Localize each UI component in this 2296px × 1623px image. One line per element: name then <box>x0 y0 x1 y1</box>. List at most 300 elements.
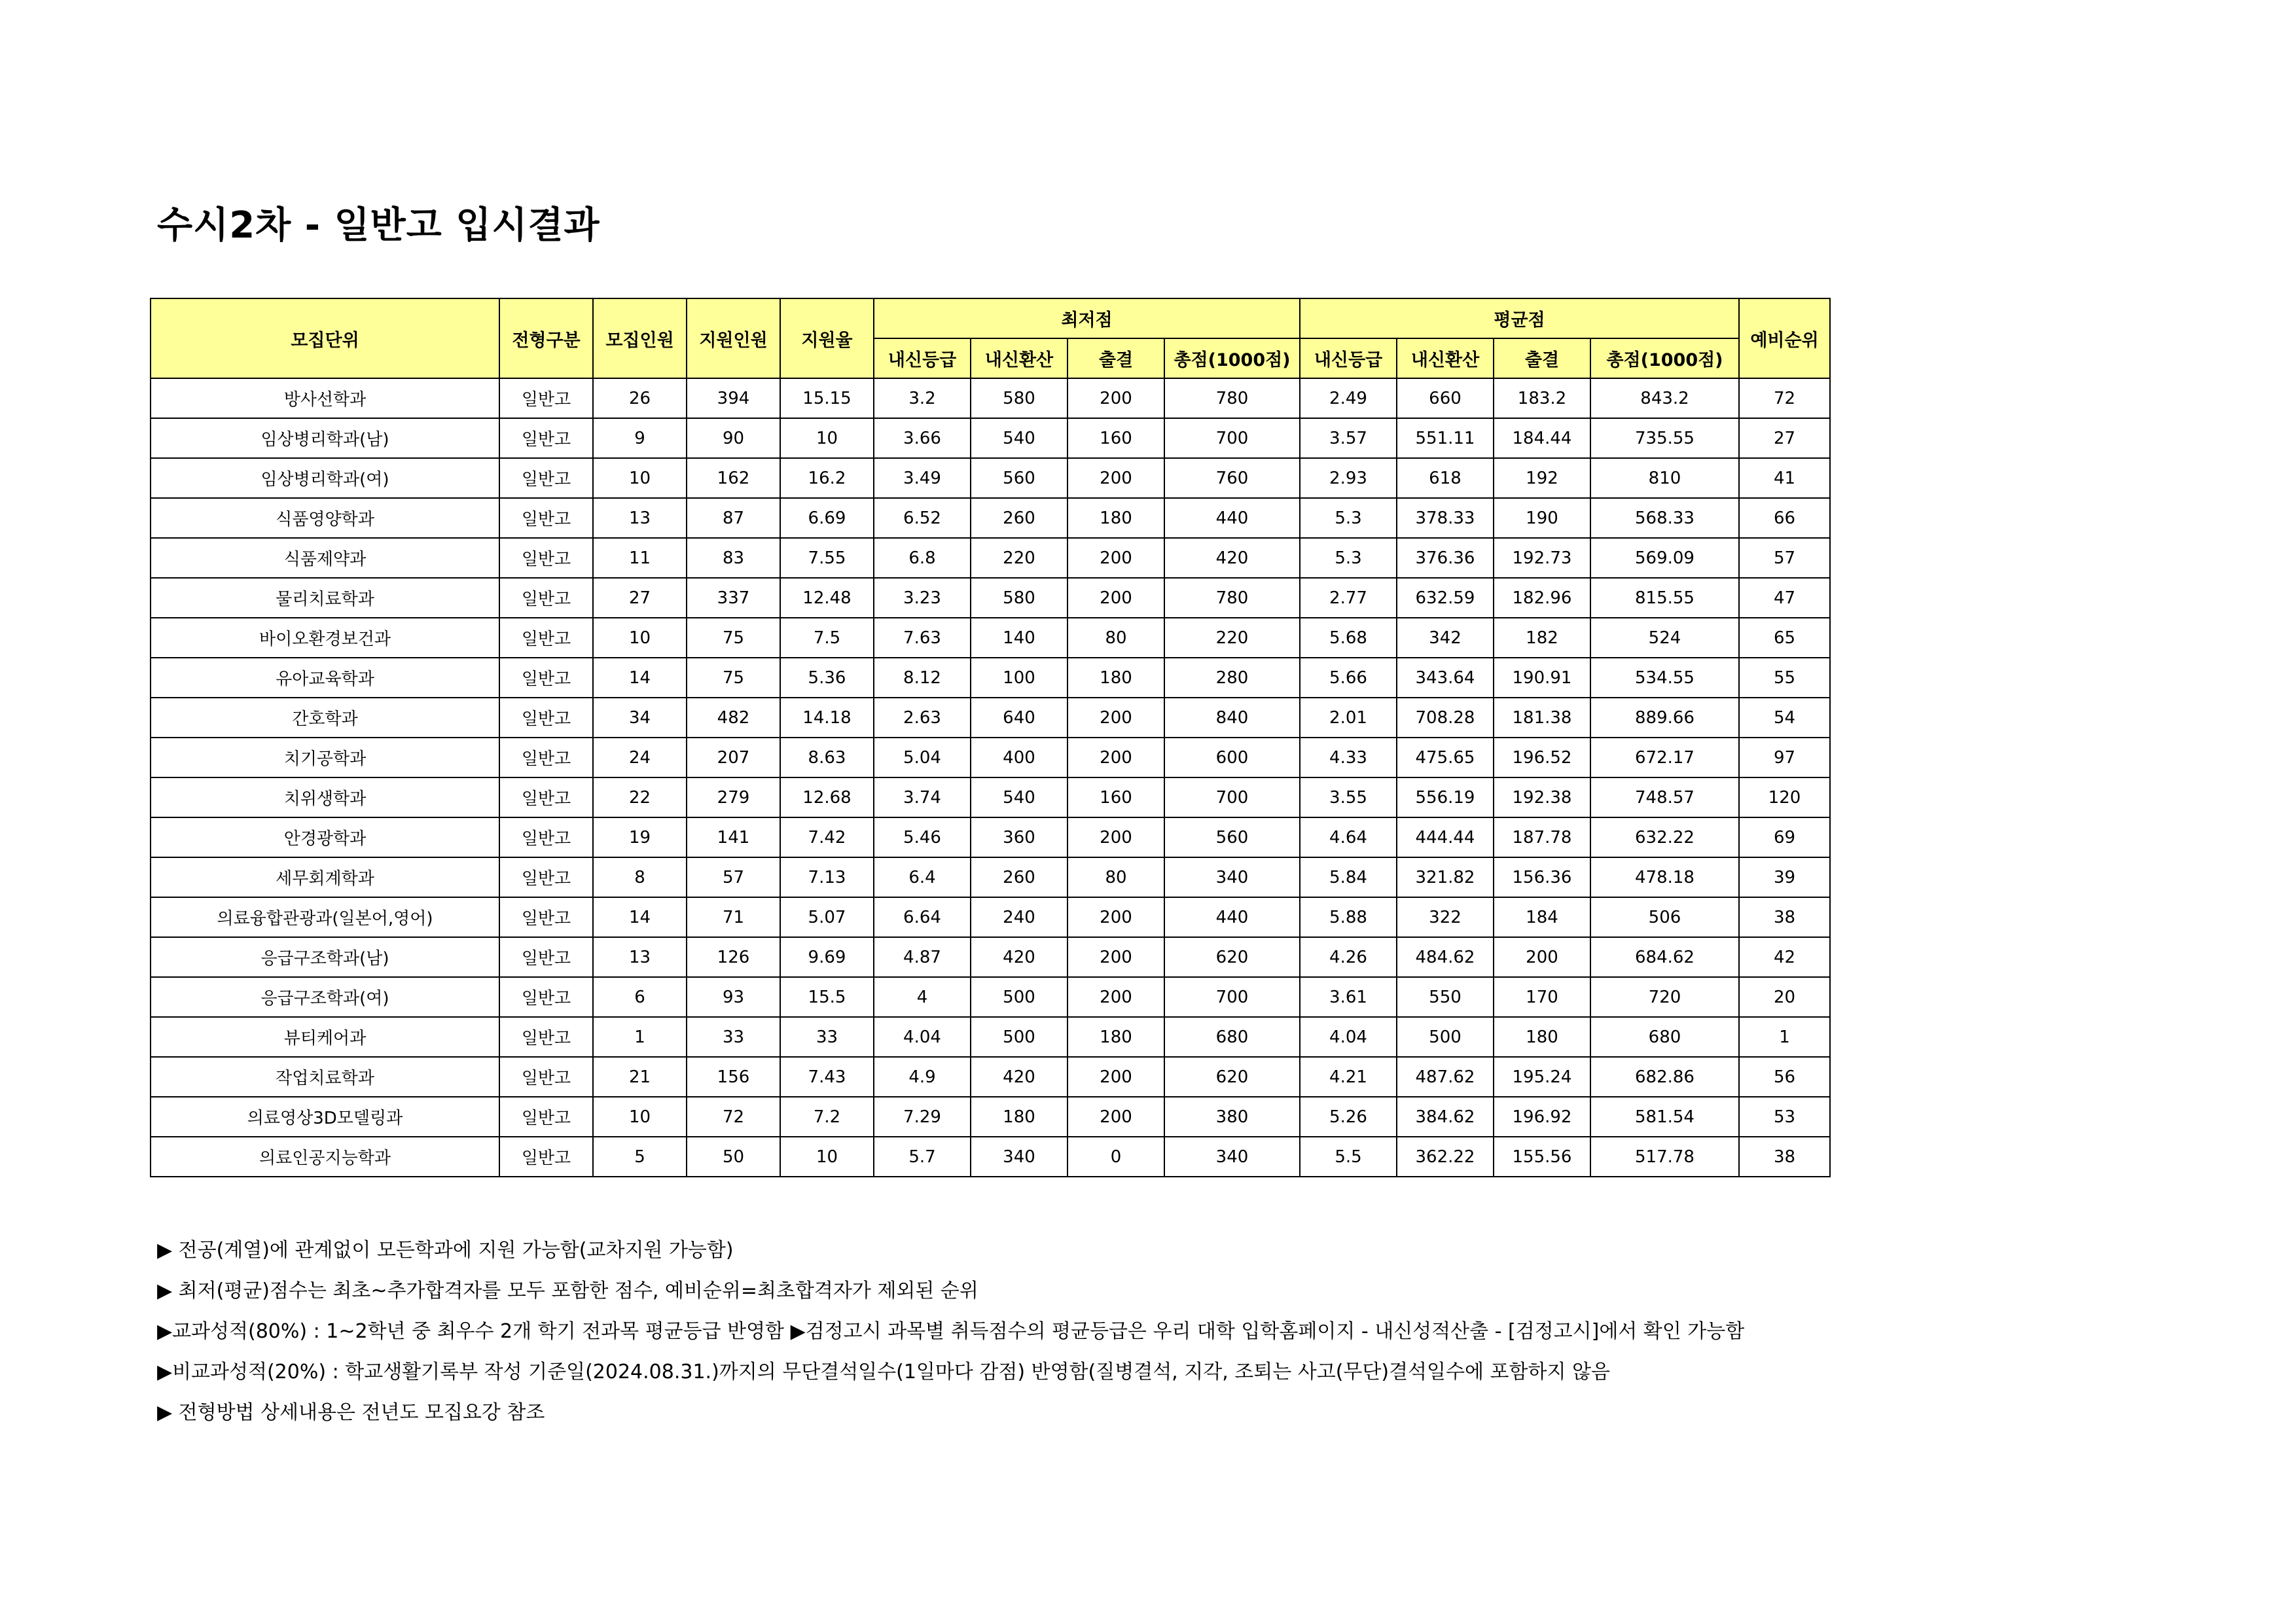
table-cell: 183.2 <box>1494 378 1590 418</box>
table-cell: 181.38 <box>1494 698 1590 738</box>
table-cell: 12.48 <box>780 578 874 618</box>
unit-cell: 유아교육학과 <box>151 658 499 698</box>
table-cell: 69 <box>1739 817 1830 857</box>
table-row <box>151 1137 1830 1177</box>
table-cell: 4.21 <box>1300 1057 1397 1097</box>
header-min-score-group: 최저점 <box>874 298 1300 338</box>
table-cell: 3.55 <box>1300 777 1397 817</box>
table-cell: 200 <box>1067 578 1164 618</box>
table-cell: 184.44 <box>1494 418 1590 458</box>
table-cell: 380 <box>1164 1097 1300 1137</box>
table-cell: 일반고 <box>499 857 593 897</box>
unit-cell: 식품영양학과 <box>151 498 499 538</box>
table-cell: 126 <box>687 937 780 977</box>
table-cell: 810 <box>1590 458 1739 498</box>
table-cell: 156.36 <box>1494 857 1590 897</box>
table-cell: 420 <box>971 1057 1067 1097</box>
table-cell: 568.33 <box>1590 498 1739 538</box>
table-cell: 7.29 <box>874 1097 971 1137</box>
table-cell: 2.93 <box>1300 458 1397 498</box>
table-cell: 192 <box>1494 458 1590 498</box>
table-row <box>151 977 1830 1017</box>
table-cell: 700 <box>1164 977 1300 1017</box>
table-cell: 322 <box>1397 897 1494 937</box>
table-cell: 14.18 <box>780 698 874 738</box>
table-cell: 27 <box>1739 418 1830 458</box>
table-cell: 일반고 <box>499 977 593 1017</box>
unit-cell: 작업치료학과 <box>151 1057 499 1097</box>
table-cell: 일반고 <box>499 1097 593 1137</box>
table-cell: 196.92 <box>1494 1097 1590 1137</box>
table-cell: 180 <box>1067 498 1164 538</box>
unit-cell: 의료영상3D모델링과 <box>151 1097 499 1137</box>
table-cell: 26 <box>593 378 687 418</box>
table-cell: 182 <box>1494 618 1590 658</box>
table-cell: 500 <box>1397 1017 1494 1057</box>
header-min-grade: 내신등급 <box>874 338 971 378</box>
table-cell: 700 <box>1164 418 1300 458</box>
table-cell: 720 <box>1590 977 1739 1017</box>
unit-cell: 치기공학과 <box>151 738 499 777</box>
table-cell: 200 <box>1067 817 1164 857</box>
table-cell: 482 <box>687 698 780 738</box>
table-cell: 843.2 <box>1590 378 1739 418</box>
table-cell: 일반고 <box>499 658 593 698</box>
table-cell: 5.36 <box>780 658 874 698</box>
table-row <box>151 658 1830 698</box>
table-cell: 2.63 <box>874 698 971 738</box>
table-cell: 80 <box>1067 618 1164 658</box>
table-cell: 4.64 <box>1300 817 1397 857</box>
table-cell: 170 <box>1494 977 1590 1017</box>
table-cell: 57 <box>687 857 780 897</box>
table-cell: 7.55 <box>780 538 874 578</box>
table-cell: 5 <box>593 1137 687 1177</box>
table-cell: 840 <box>1164 698 1300 738</box>
table-cell: 200 <box>1067 1057 1164 1097</box>
table-cell: 22 <box>593 777 687 817</box>
table-cell: 207 <box>687 738 780 777</box>
table-cell: 187.78 <box>1494 817 1590 857</box>
header-quota: 모집인원 <box>593 298 687 378</box>
table-cell: 일반고 <box>499 1057 593 1097</box>
table-cell: 5.84 <box>1300 857 1397 897</box>
table-cell: 71 <box>687 897 780 937</box>
table-cell: 760 <box>1164 458 1300 498</box>
table-cell: 684.62 <box>1590 937 1739 977</box>
table-cell: 506 <box>1590 897 1739 937</box>
table-cell: 180 <box>1494 1017 1590 1057</box>
table-cell: 93 <box>687 977 780 1017</box>
table-cell: 240 <box>971 897 1067 937</box>
table-cell: 440 <box>1164 498 1300 538</box>
table-cell: 200 <box>1067 1097 1164 1137</box>
table-row <box>151 857 1830 897</box>
table-row <box>151 618 1830 658</box>
table-cell: 11 <box>593 538 687 578</box>
table-cell: 5.3 <box>1300 498 1397 538</box>
table-cell: 600 <box>1164 738 1300 777</box>
table-cell: 3.57 <box>1300 418 1397 458</box>
table-cell: 200 <box>1067 738 1164 777</box>
table-row <box>151 578 1830 618</box>
table-cell: 66 <box>1739 498 1830 538</box>
table-cell: 72 <box>1739 378 1830 418</box>
header-avg-total: 총점(1000점) <box>1590 338 1739 378</box>
table-cell: 21 <box>593 1057 687 1097</box>
table-cell: 260 <box>971 498 1067 538</box>
table-cell: 343.64 <box>1397 658 1494 698</box>
table-cell: 일반고 <box>499 817 593 857</box>
table-cell: 569.09 <box>1590 538 1739 578</box>
table-cell: 5.68 <box>1300 618 1397 658</box>
table-cell: 33 <box>687 1017 780 1057</box>
table-cell: 321.82 <box>1397 857 1494 897</box>
table-cell: 일반고 <box>499 498 593 538</box>
table-cell: 일반고 <box>499 618 593 658</box>
table-cell: 54 <box>1739 698 1830 738</box>
table-row <box>151 498 1830 538</box>
table-cell: 5.5 <box>1300 1137 1397 1177</box>
table-cell: 700 <box>1164 777 1300 817</box>
table-cell: 420 <box>1164 538 1300 578</box>
table-cell: 6.4 <box>874 857 971 897</box>
table-cell: 14 <box>593 658 687 698</box>
table-cell: 일반고 <box>499 738 593 777</box>
table-cell: 19 <box>593 817 687 857</box>
table-cell: 9 <box>593 418 687 458</box>
table-cell: 551.11 <box>1397 418 1494 458</box>
note-line: ▶교과성적(80%) : 1~2학년 중 최우수 2개 학기 전과목 평균등급 반영함 ▶검정고시 과목별 취득점수의 평균등급은 우리 대학 입학홈페이지 - 내신성적산출 - [검정고시]에서 확인 가능함 <box>157 1320 1745 1343</box>
table-cell: 4.26 <box>1300 937 1397 977</box>
table-cell: 260 <box>971 857 1067 897</box>
table-cell: 12.68 <box>780 777 874 817</box>
notes-section <box>157 1230 1744 1433</box>
table-row <box>151 1017 1830 1057</box>
admission-results-table <box>150 298 1831 1177</box>
table-cell: 444.44 <box>1397 817 1494 857</box>
table-cell: 53 <box>1739 1097 1830 1137</box>
table-cell: 10 <box>593 618 687 658</box>
table-cell: 200 <box>1067 698 1164 738</box>
table-row <box>151 418 1830 458</box>
header-avg-attendance: 출결 <box>1494 338 1590 378</box>
table-cell: 16.2 <box>780 458 874 498</box>
table-cell: 2.77 <box>1300 578 1397 618</box>
table-cell: 632.22 <box>1590 817 1739 857</box>
table-cell: 540 <box>971 418 1067 458</box>
table-cell: 394 <box>687 378 780 418</box>
page-title: 수시2차 - 일반고 입시결과 <box>157 204 600 247</box>
table-cell: 5.26 <box>1300 1097 1397 1137</box>
table-cell: 400 <box>971 738 1067 777</box>
table-cell: 5.07 <box>780 897 874 937</box>
table-cell: 475.65 <box>1397 738 1494 777</box>
table-cell: 75 <box>687 658 780 698</box>
table-cell: 540 <box>971 777 1067 817</box>
table-row <box>151 777 1830 817</box>
unit-cell: 의료융합관광과(일본어,영어) <box>151 897 499 937</box>
table-row <box>151 738 1830 777</box>
header-unit: 모집단위 <box>151 298 499 378</box>
table-cell: 5.66 <box>1300 658 1397 698</box>
table-cell: 378.33 <box>1397 498 1494 538</box>
table-cell: 580 <box>971 378 1067 418</box>
table-cell: 8.12 <box>874 658 971 698</box>
table-cell: 220 <box>1164 618 1300 658</box>
note-line: ▶ 전공(계열)에 관계없이 모든학과에 지원 가능함(교차지원 가능함) <box>157 1239 734 1262</box>
table-cell: 3.74 <box>874 777 971 817</box>
table-cell: 3.61 <box>1300 977 1397 1017</box>
header-reserve-rank: 예비순위 <box>1739 298 1830 378</box>
table-cell: 2.49 <box>1300 378 1397 418</box>
unit-cell: 방사선학과 <box>151 378 499 418</box>
table-cell: 200 <box>1067 937 1164 977</box>
table-cell: 일반고 <box>499 418 593 458</box>
table-cell: 8.63 <box>780 738 874 777</box>
table-row <box>151 378 1830 418</box>
table-cell: 342 <box>1397 618 1494 658</box>
table-cell: 10 <box>780 1137 874 1177</box>
unit-cell: 의료인공지능학과 <box>151 1137 499 1177</box>
table-cell: 6 <box>593 977 687 1017</box>
table-cell: 33 <box>780 1017 874 1057</box>
table-cell: 162 <box>687 458 780 498</box>
table-cell: 일반고 <box>499 578 593 618</box>
table-cell: 5.46 <box>874 817 971 857</box>
table-cell: 420 <box>971 937 1067 977</box>
table-cell: 190.91 <box>1494 658 1590 698</box>
table-cell: 4.33 <box>1300 738 1397 777</box>
table-cell: 65 <box>1739 618 1830 658</box>
table-cell: 550 <box>1397 977 1494 1017</box>
table-cell: 192.38 <box>1494 777 1590 817</box>
header-min-converted: 내신환산 <box>971 338 1067 378</box>
table-row <box>151 458 1830 498</box>
table-cell: 47 <box>1739 578 1830 618</box>
table-cell: 5.3 <box>1300 538 1397 578</box>
table-cell: 24 <box>593 738 687 777</box>
table-cell: 660 <box>1397 378 1494 418</box>
table-cell: 780 <box>1164 578 1300 618</box>
table-cell: 일반고 <box>499 538 593 578</box>
table-cell: 8 <box>593 857 687 897</box>
table-cell: 38 <box>1739 1137 1830 1177</box>
table-cell: 5.04 <box>874 738 971 777</box>
table-cell: 3.66 <box>874 418 971 458</box>
table-cell: 200 <box>1067 897 1164 937</box>
table-cell: 618 <box>1397 458 1494 498</box>
table-cell: 6.8 <box>874 538 971 578</box>
note-line: ▶ 최저(평균)점수는 최초~추가합격자를 모두 포함한 점수, 예비순위=최초합격자가 제외된 순위 <box>157 1279 978 1302</box>
table-cell: 일반고 <box>499 777 593 817</box>
table-cell: 200 <box>1067 458 1164 498</box>
table-cell: 340 <box>1164 857 1300 897</box>
header-min-attendance: 출결 <box>1067 338 1164 378</box>
table-cell: 7.42 <box>780 817 874 857</box>
table-cell: 180 <box>1067 658 1164 698</box>
table-cell: 192.73 <box>1494 538 1590 578</box>
table-cell: 7.13 <box>780 857 874 897</box>
table-cell: 160 <box>1067 418 1164 458</box>
table-cell: 10 <box>593 458 687 498</box>
table-cell: 3.2 <box>874 378 971 418</box>
table-cell: 889.66 <box>1590 698 1739 738</box>
table-cell: 4.04 <box>874 1017 971 1057</box>
table-cell: 195.24 <box>1494 1057 1590 1097</box>
table-cell: 196.52 <box>1494 738 1590 777</box>
table-cell: 10 <box>593 1097 687 1137</box>
table-cell: 55 <box>1739 658 1830 698</box>
table-cell: 75 <box>687 618 780 658</box>
table-cell: 160 <box>1067 777 1164 817</box>
header-min-total: 총점(1000점) <box>1164 338 1300 378</box>
table-cell: 0 <box>1067 1137 1164 1177</box>
unit-cell: 임상병리학과(여) <box>151 458 499 498</box>
unit-cell: 물리치료학과 <box>151 578 499 618</box>
table-cell: 97 <box>1739 738 1830 777</box>
header-type: 전형구분 <box>499 298 593 378</box>
table-cell: 140 <box>971 618 1067 658</box>
table-cell: 484.62 <box>1397 937 1494 977</box>
table-cell: 340 <box>1164 1137 1300 1177</box>
table-cell: 279 <box>687 777 780 817</box>
table-cell: 14 <box>593 897 687 937</box>
table-cell: 4.04 <box>1300 1017 1397 1057</box>
table-cell: 478.18 <box>1590 857 1739 897</box>
table-cell: 일반고 <box>499 937 593 977</box>
table-cell: 80 <box>1067 857 1164 897</box>
unit-cell: 안경광학과 <box>151 817 499 857</box>
unit-cell: 치위생학과 <box>151 777 499 817</box>
table-row <box>151 1097 1830 1137</box>
table-cell: 534.55 <box>1590 658 1739 698</box>
table-cell: 500 <box>971 977 1067 1017</box>
table-cell: 182.96 <box>1494 578 1590 618</box>
table-body <box>151 378 1830 1177</box>
table-cell: 517.78 <box>1590 1137 1739 1177</box>
table-row <box>151 937 1830 977</box>
table-cell: 384.62 <box>1397 1097 1494 1137</box>
table-cell: 4.9 <box>874 1057 971 1097</box>
table-cell: 6.52 <box>874 498 971 538</box>
header-avg-converted: 내신환산 <box>1397 338 1494 378</box>
table-cell: 1 <box>1739 1017 1830 1057</box>
table-cell: 580 <box>971 578 1067 618</box>
table-cell: 155.56 <box>1494 1137 1590 1177</box>
note-line: ▶비교과성적(20%) : 학교생활기록부 작성 기준일(2024.08.31.)까지의 무단결석일수(1일마다 감점) 반영함(질병결석, 지각, 조퇴는 사고(무단)결석일수에 포함하지 않음 <box>157 1361 1610 1383</box>
table-cell: 748.57 <box>1590 777 1739 817</box>
header-applicants: 지원인원 <box>687 298 780 378</box>
unit-cell: 간호학과 <box>151 698 499 738</box>
table-row <box>151 1057 1830 1097</box>
table-row <box>151 698 1830 738</box>
table-cell: 100 <box>971 658 1067 698</box>
table-cell: 560 <box>971 458 1067 498</box>
table-cell: 일반고 <box>499 698 593 738</box>
unit-cell: 식품제약과 <box>151 538 499 578</box>
table-cell: 200 <box>1067 378 1164 418</box>
table-cell: 376.36 <box>1397 538 1494 578</box>
unit-cell: 응급구조학과(여) <box>151 977 499 1017</box>
table-cell: 620 <box>1164 937 1300 977</box>
table-cell: 120 <box>1739 777 1830 817</box>
table-cell: 200 <box>1067 977 1164 1017</box>
table-cell: 83 <box>687 538 780 578</box>
unit-cell: 응급구조학과(남) <box>151 937 499 977</box>
table-cell: 7.43 <box>780 1057 874 1097</box>
table-cell: 735.55 <box>1590 418 1739 458</box>
table-cell: 15.5 <box>780 977 874 1017</box>
header-ratio: 지원율 <box>780 298 874 378</box>
header-avg-grade: 내신등급 <box>1300 338 1397 378</box>
table-cell: 7.63 <box>874 618 971 658</box>
table-cell: 1 <box>593 1017 687 1057</box>
table-cell: 27 <box>593 578 687 618</box>
table-cell: 440 <box>1164 897 1300 937</box>
table-cell: 3.49 <box>874 458 971 498</box>
table-cell: 15.15 <box>780 378 874 418</box>
table-cell: 39 <box>1739 857 1830 897</box>
table-cell: 680 <box>1164 1017 1300 1057</box>
table-cell: 90 <box>687 418 780 458</box>
unit-cell: 바이오환경보건과 <box>151 618 499 658</box>
table-cell: 560 <box>1164 817 1300 857</box>
table-cell: 일반고 <box>499 1137 593 1177</box>
table-cell: 200 <box>1494 937 1590 977</box>
table-cell: 4.87 <box>874 937 971 977</box>
table-cell: 500 <box>971 1017 1067 1057</box>
unit-cell: 세무회계학과 <box>151 857 499 897</box>
table-cell: 632.59 <box>1397 578 1494 618</box>
table-cell: 38 <box>1739 897 1830 937</box>
table-cell: 337 <box>687 578 780 618</box>
table-cell: 13 <box>593 937 687 977</box>
table-cell: 4 <box>874 977 971 1017</box>
table-cell: 362.22 <box>1397 1137 1494 1177</box>
table-cell: 280 <box>1164 658 1300 698</box>
table-cell: 56 <box>1739 1057 1830 1097</box>
table-cell: 일반고 <box>499 458 593 498</box>
table-cell: 6.69 <box>780 498 874 538</box>
table-cell: 34 <box>593 698 687 738</box>
unit-cell: 뷰티케어과 <box>151 1017 499 1057</box>
table-cell: 581.54 <box>1590 1097 1739 1137</box>
table-cell: 87 <box>687 498 780 538</box>
unit-cell: 임상병리학과(남) <box>151 418 499 458</box>
table-cell: 340 <box>971 1137 1067 1177</box>
table-cell: 815.55 <box>1590 578 1739 618</box>
table-cell: 680 <box>1590 1017 1739 1057</box>
table-cell: 13 <box>593 498 687 538</box>
table-cell: 672.17 <box>1590 738 1739 777</box>
table-row <box>151 538 1830 578</box>
table-cell: 487.62 <box>1397 1057 1494 1097</box>
table-cell: 50 <box>687 1137 780 1177</box>
table-cell: 72 <box>687 1097 780 1137</box>
table-cell: 5.7 <box>874 1137 971 1177</box>
table-cell: 360 <box>971 817 1067 857</box>
table-cell: 620 <box>1164 1057 1300 1097</box>
table-cell: 일반고 <box>499 1017 593 1057</box>
table-cell: 556.19 <box>1397 777 1494 817</box>
table-cell: 200 <box>1067 538 1164 578</box>
table-cell: 일반고 <box>499 378 593 418</box>
table-cell: 220 <box>971 538 1067 578</box>
table-cell: 42 <box>1739 937 1830 977</box>
note-line: ▶ 전형방법 상세내용은 전년도 모집요강 참조 <box>157 1401 545 1424</box>
table-cell: 141 <box>687 817 780 857</box>
